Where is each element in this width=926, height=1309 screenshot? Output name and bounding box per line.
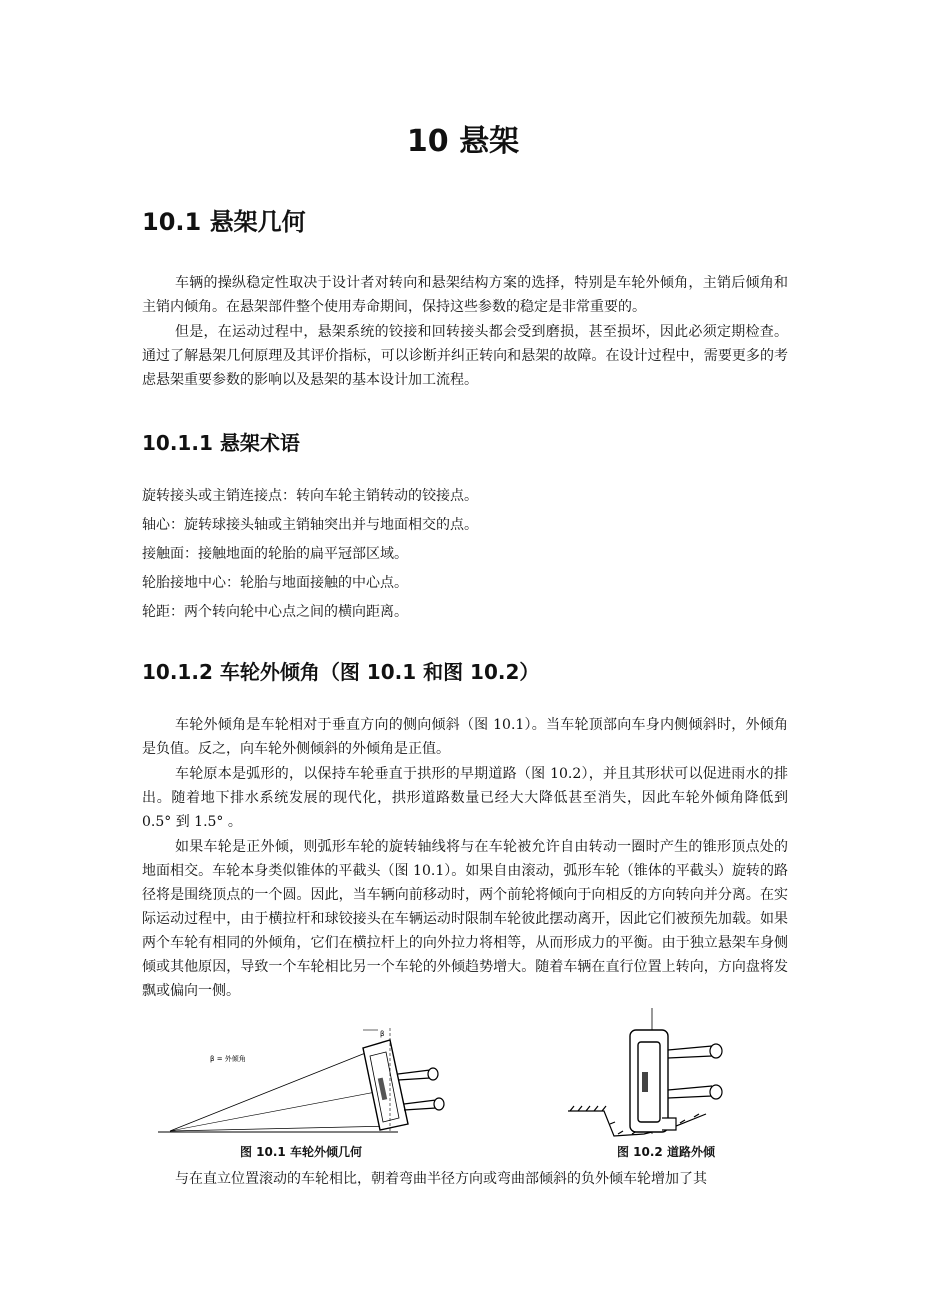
body-paragraph: 车轮原本是弧形的，以保持车轮垂直于拱形的早期道路（图 10.2），并且其形状可以促进雨水的排出。随着地下排水系统发展的现代化，拱形道路数量已经大大降低甚至消失，因此车轮外倾角降低到 0.5° 到 1.5° 。 bbox=[142, 766, 788, 830]
cone-line bbox=[170, 1048, 378, 1131]
term-item: 轴心：旋转球接头轴或主销轴突出并与地面相交的点。 bbox=[142, 517, 478, 533]
chapter-title: 10 悬架 bbox=[406, 124, 520, 159]
subsection-title-camber: 10.1.2 车轮外倾角（图 10.1 和图 10.2） bbox=[142, 660, 540, 684]
subsection-title-terms: 10.1.1 悬架术语 bbox=[142, 431, 300, 455]
figure-10-1-camber-geometry bbox=[158, 1028, 448, 1138]
cone-line bbox=[170, 1126, 393, 1131]
body-paragraph: 车轮外倾角是车轮相对于垂直方向的侧向倾斜（图 10.1）。当车轮顶部向车身内侧倾斜时，外倾角是负值。反之，向车轮外侧倾斜的外倾角是正值。 bbox=[142, 717, 788, 757]
control-arm-icon bbox=[662, 1044, 722, 1130]
axis-line bbox=[170, 1090, 386, 1131]
section-title: 10.1 悬架几何 bbox=[142, 208, 306, 236]
term-item: 旋转接头或主销连接点：转向车轮主销转动的铰接点。 bbox=[142, 488, 478, 504]
intro-paragraph: 但是，在运动过程中，悬架系统的铰接和回转接头都会受到磨损，甚至损坏，因此必须定期检查。通过了解悬架几何原理及其评价指标，可以诊断并纠正转向和悬架的故障。在设计过程中，需要更多的考虑悬架重要参数的影响以及悬架的基本设计加工流程。 bbox=[142, 324, 788, 388]
figure-10-2-road-crown bbox=[566, 1006, 736, 1138]
figure-10-2-caption: 图 10.2 道路外倾 bbox=[617, 1145, 715, 1159]
beta-symbol: β bbox=[380, 1030, 385, 1038]
term-item: 轮胎接地中心：轮胎与地面接触的中心点。 bbox=[142, 575, 408, 591]
term-item: 接触面：接触地面的轮胎的扁平冠部区域。 bbox=[142, 546, 408, 562]
body-paragraph: 如果车轮是正外倾，则弧形车轮的旋转轴线将与在车轮被允许自由转动一圈时产生的锥形顶点处的地面相交。车轮本身类似锥体的平截头（图 10.1）。如果自由滚动，弧形车轮（锥体的平截头）旋转的路径将是围绕顶点的一个圆。因此，当车辆向前移动时，两个前轮将倾向于向相反的方向转向并分离。在实际运动过程中，由于横拉杆和球铰接头在车辆运动时限制车轮彼此摆动离开，因此它们被预先加载。如果两个车轮有相同的外倾角，它们在横拉杆上的向外拉力将相等，从而形成力的平衡。由于独立悬架车身侧倾或其他原因，导致一个车轮相比另一个车轮的外倾趋势增大。随着车辆在直行位置上转向，方向盘将发飘或偏向一侧。 bbox=[142, 839, 788, 999]
figure-10-1-caption: 图 10.1 车轮外倾几何 bbox=[240, 1145, 362, 1159]
body-paragraph-continued: 与在直立位置滚动的车轮相比，朝着弯曲半径方向或弯曲部倾斜的负外倾车轮增加了其 bbox=[175, 1171, 707, 1187]
control-arm-icon bbox=[398, 1068, 444, 1110]
intro-paragraph: 车辆的操纵稳定性取决于设计者对转向和悬架结构方案的选择，特别是车轮外倾角，主销后倾角和主销内倾角。在悬架部件整个使用寿命期间，保持这些参数的稳定是非常重要的。 bbox=[142, 275, 788, 315]
wheel-icon bbox=[363, 1040, 408, 1130]
term-item: 轮距：两个转向轮中心点之间的横向距离。 bbox=[142, 604, 408, 620]
beta-legend: β = 外倾角 bbox=[210, 1055, 246, 1063]
wheel-icon bbox=[630, 1030, 668, 1132]
